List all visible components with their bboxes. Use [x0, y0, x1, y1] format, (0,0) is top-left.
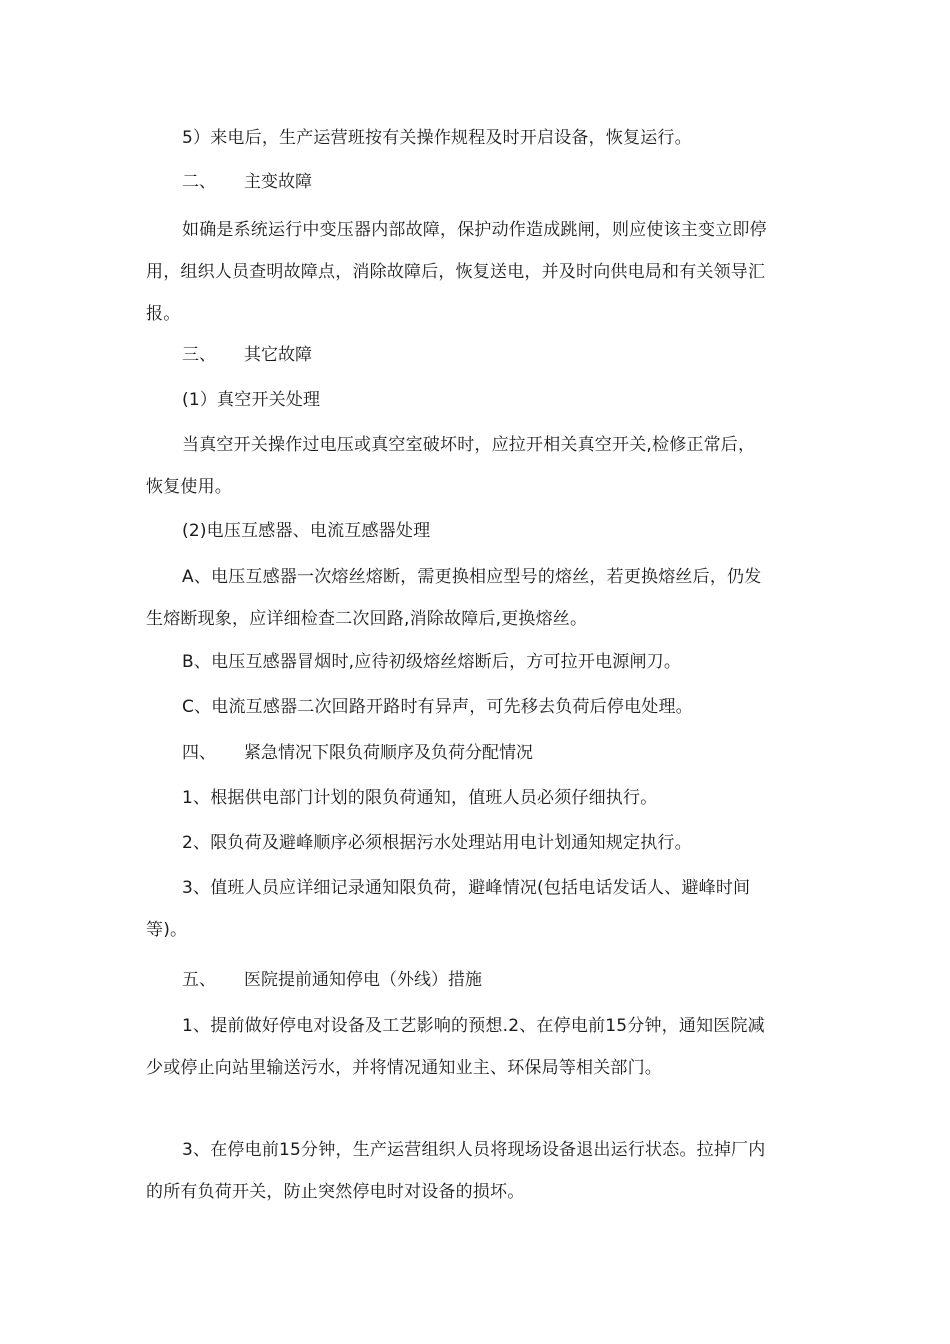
section-number: 二、	[182, 172, 216, 192]
section-number: 四、	[182, 743, 216, 763]
section-heading-2	[182, 161, 312, 203]
paragraph-transformer-title: (2)电压互感器、电流互感器处理	[182, 521, 431, 541]
section-heading-5	[182, 959, 482, 1001]
section-heading-4	[182, 732, 533, 774]
paragraph-load-limit-2: 2、限负荷及避峰顺序必须根据污水处理站用电计划通知规定执行。	[182, 833, 692, 853]
section-title: 主变故障	[244, 172, 312, 192]
section-title: 医院提前通知停电（外线）措施	[244, 970, 482, 990]
paragraph-current-transformer: C、电流互感器二次回路开路时有异声，可先移去负荷后停电处理。	[182, 697, 693, 717]
section-number: 三、	[182, 345, 216, 365]
paragraph-transformer-fault: 如确是系统运行中变压器内部故障，保护动作造成跳闸，则应使该主变立即停用，组织人员查明故障点，消除故障后，恢复送电，并及时向供电局和有关领导汇报。	[146, 220, 767, 324]
section-title: 紧急情况下限负荷顺序及负荷分配情况	[244, 743, 533, 763]
paragraph-load-limit-3: 3、值班人员应详细记录通知限负荷，避峰情况(包括电话发话人、避峰时间等)。	[146, 878, 751, 940]
paragraph-vacuum-switch-title: (1）真空开关处理	[182, 390, 321, 410]
section-title: 其它故障	[244, 345, 312, 365]
paragraph-fuse: A、电压互感器一次熔丝熔断，需更换相应型号的熔丝，若更换熔丝后，仍发生熔断现象，应详细检查二次回路,消除故障后,更换熔丝。	[146, 567, 762, 629]
paragraph-vacuum-switch: 当真空开关操作过电压或真空室破坏时，应拉开相关真空开关,检修正常后，恢复使用。	[146, 435, 756, 497]
paragraph-smoke: B、电压互感器冒烟时,应待初级熔丝熔断后，方可拉开电源闸刀。	[182, 652, 682, 672]
paragraph-outage-3: 3、在停电前15分钟，生产运营组织人员将现场设备退出运行状态。拉掉厂内的所有负荷开关，防止突然停电时对设备的损坏。	[146, 1140, 766, 1202]
section-heading-3	[182, 334, 312, 376]
section-number: 五、	[182, 970, 216, 990]
paragraph-power-restored: 5）来电后，生产运营班按有关操作规程及时开启设备，恢复运行。	[182, 128, 692, 148]
paragraph-outage-1: 1、提前做好停电对设备及工艺影响的预想.2、在停电前15分钟，通知医院减少或停止向站里输送污水，并将情况通知业主、环保局等相关部门。	[146, 1016, 765, 1078]
paragraph-load-limit-1: 1、根据供电部门计划的限负荷通知，值班人员必须仔细执行。	[182, 788, 658, 808]
